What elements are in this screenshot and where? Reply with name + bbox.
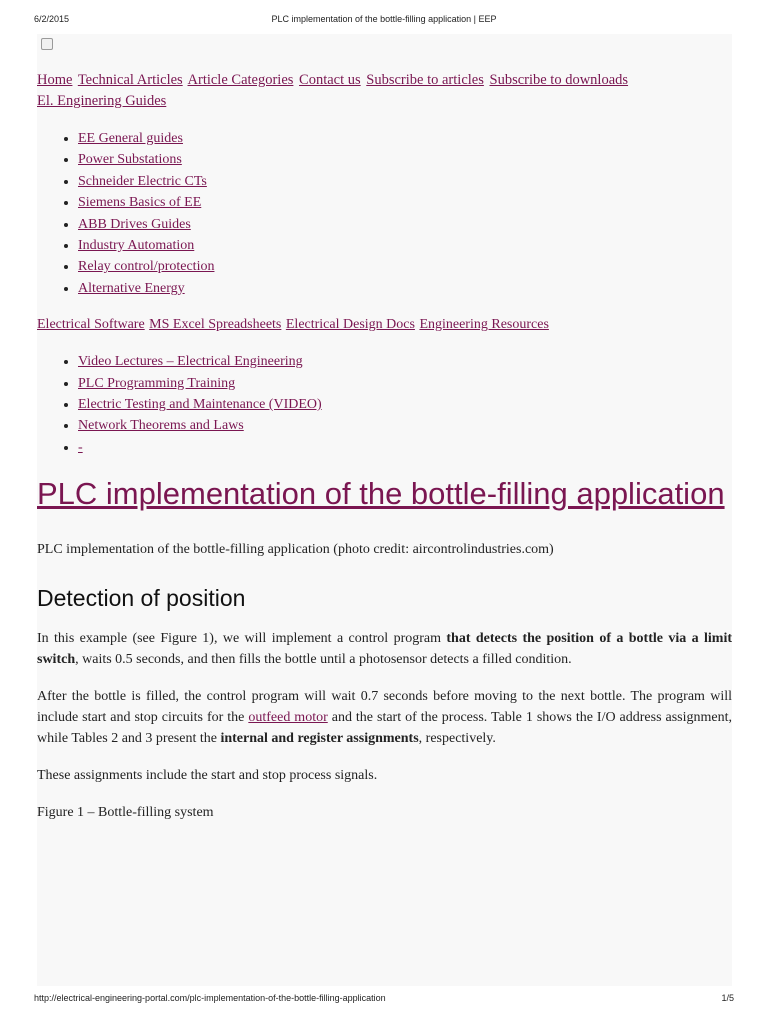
menu-link-electric-testing[interactable]: Electric Testing and Maintenance (VIDEO) <box>78 397 322 413</box>
top-navigation <box>37 70 732 112</box>
text: , respectively. <box>418 731 496 747</box>
print-url: http://electrical-engineering-portal.com/plc-implementation-of-the-bottle-filling-application <box>34 993 386 1003</box>
nav-link-design-docs[interactable]: Electrical Design Docs <box>285 317 415 333</box>
list-item <box>78 171 732 192</box>
secondary-navigation <box>37 315 732 335</box>
text: After the bottle is filled, the control program will wait 0.7 seconds before moving to the next bottle. The program will include start and stop circuits for the <box>37 689 732 726</box>
nav-link-contact-us[interactable]: Contact us <box>299 72 361 88</box>
list-item <box>78 351 732 372</box>
menu-link-dash[interactable]: - <box>78 439 83 455</box>
menu-link-schneider-cts[interactable]: Schneider Electric CTs <box>78 173 207 189</box>
menu-link-relay-control[interactable]: Relay control/protection <box>78 259 215 275</box>
list-item <box>78 394 732 415</box>
menu-link-video-lectures[interactable]: Video Lectures – Electrical Engineering <box>78 354 303 370</box>
bold-text: internal and register assignments <box>220 731 419 747</box>
list-item <box>78 235 732 256</box>
nav-link-technical-articles[interactable]: Technical Articles <box>77 72 183 88</box>
text: and the start of the process. Table 1 shows the I/O address assignment, while Tables 2 and 3 present the <box>37 710 733 747</box>
menu-link-power-substations[interactable]: Power Substations <box>78 152 182 168</box>
list-item <box>78 373 732 394</box>
content <box>37 70 732 823</box>
guides-menu <box>37 128 732 299</box>
photo-caption: PLC implementation of the bottle-filling application (photo credit: aircontrolindustries.com) <box>37 542 554 558</box>
list-item <box>78 149 732 170</box>
article-title-link[interactable]: PLC implementation of the bottle-filling application <box>37 476 725 512</box>
menu-toggle-checkbox[interactable] <box>41 38 53 50</box>
print-footer <box>0 993 768 1007</box>
page-number: 1/5 <box>721 993 734 1003</box>
print-date: 6/2/2015 <box>34 14 70 24</box>
nav-link-engineering-resources[interactable]: Engineering Resources <box>419 317 549 333</box>
menu-link-ee-general-guides[interactable]: EE General guides <box>78 131 183 146</box>
outfeed-motor-link[interactable]: outfeed motor <box>248 710 328 726</box>
menu-link-siemens-basics[interactable]: Siemens Basics of EE <box>78 195 202 211</box>
list-item <box>78 256 732 277</box>
menu-link-alternative-energy[interactable]: Alternative Energy <box>78 280 185 296</box>
nav-link-el-engineering-guides[interactable]: El. Enginering Guides <box>37 93 167 109</box>
resources-menu <box>37 351 732 458</box>
figure-caption: Figure 1 – Bottle-filling system <box>37 805 214 821</box>
print-page-title: PLC implementation of the bottle-filling application | EEP <box>271 14 497 24</box>
nav-link-ms-excel[interactable]: MS Excel Spreadsheets <box>149 317 282 333</box>
nav-link-subscribe-articles[interactable]: Subscribe to articles <box>366 72 484 88</box>
bold-text: that detects the position of a bottle via a limit switch <box>37 631 732 668</box>
article-title <box>37 474 732 514</box>
menu-link-plc-training[interactable]: PLC Programming Training <box>78 375 236 391</box>
text: In this example (see Figure 1), we will implement a control program <box>37 631 447 647</box>
menu-link-network-theorems[interactable]: Network Theorems and Laws <box>78 418 244 434</box>
nav-link-electrical-software[interactable]: Electrical Software <box>37 317 145 333</box>
nav-link-article-categories[interactable]: Article Categories <box>187 72 294 88</box>
list-item <box>78 437 732 458</box>
menu-link-industry-automation[interactable]: Industry Automation <box>78 238 195 254</box>
paragraph-1 <box>37 628 732 670</box>
list-item <box>78 278 732 299</box>
list-item <box>78 128 732 149</box>
nav-link-home[interactable]: Home <box>37 72 73 88</box>
paragraph-3: These assignments include the start and stop process signals. <box>37 768 378 784</box>
print-header <box>0 14 768 28</box>
paragraph-2 <box>37 686 732 749</box>
nav-link-subscribe-downloads[interactable]: Subscribe to downloads <box>489 72 629 88</box>
menu-link-abb-drives[interactable]: ABB Drives Guides <box>78 216 191 232</box>
list-item <box>78 415 732 436</box>
text: , waits 0.5 seconds, and then fills the bottle until a photosensor detects a filled condition. <box>75 652 572 668</box>
list-item <box>78 214 732 235</box>
list-item <box>78 192 732 213</box>
section-heading: Detection of position <box>37 585 246 612</box>
page-content-area <box>37 34 732 986</box>
